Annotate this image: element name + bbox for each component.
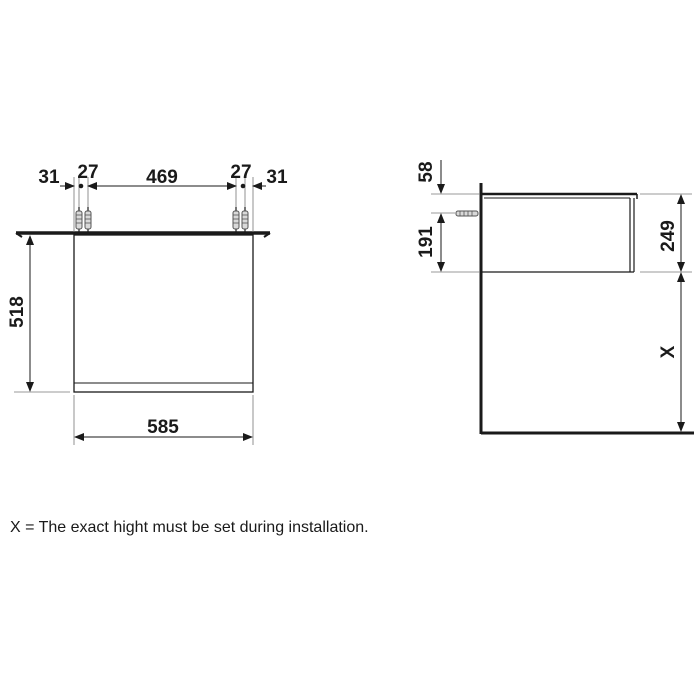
dim-width: 585	[147, 417, 179, 438]
dim-top-offset: 58	[416, 161, 437, 183]
wall-screws-left	[76, 207, 91, 232]
dim-right-screw-gap: 27	[230, 162, 252, 183]
dim-right-offset: 31	[266, 167, 288, 188]
footnote: X = The exact hight must be set during installation.	[10, 519, 369, 536]
vanity-unit	[74, 235, 253, 392]
dim-screw-spacing: 469	[146, 167, 178, 188]
dim-height: 518	[7, 296, 28, 328]
wall-screws-right	[233, 207, 248, 232]
wall-screw-side	[456, 211, 478, 216]
dim-left-offset: 31	[38, 167, 60, 188]
dim-floor-clearance: X	[658, 345, 679, 359]
dim-screw-height: 191	[416, 226, 437, 258]
front-view	[7, 162, 288, 445]
dim-left-screw-gap: 27	[77, 162, 99, 183]
side-view	[416, 160, 694, 434]
cabinet-profile	[481, 198, 634, 272]
dim-drawer-height: 249	[658, 220, 679, 252]
